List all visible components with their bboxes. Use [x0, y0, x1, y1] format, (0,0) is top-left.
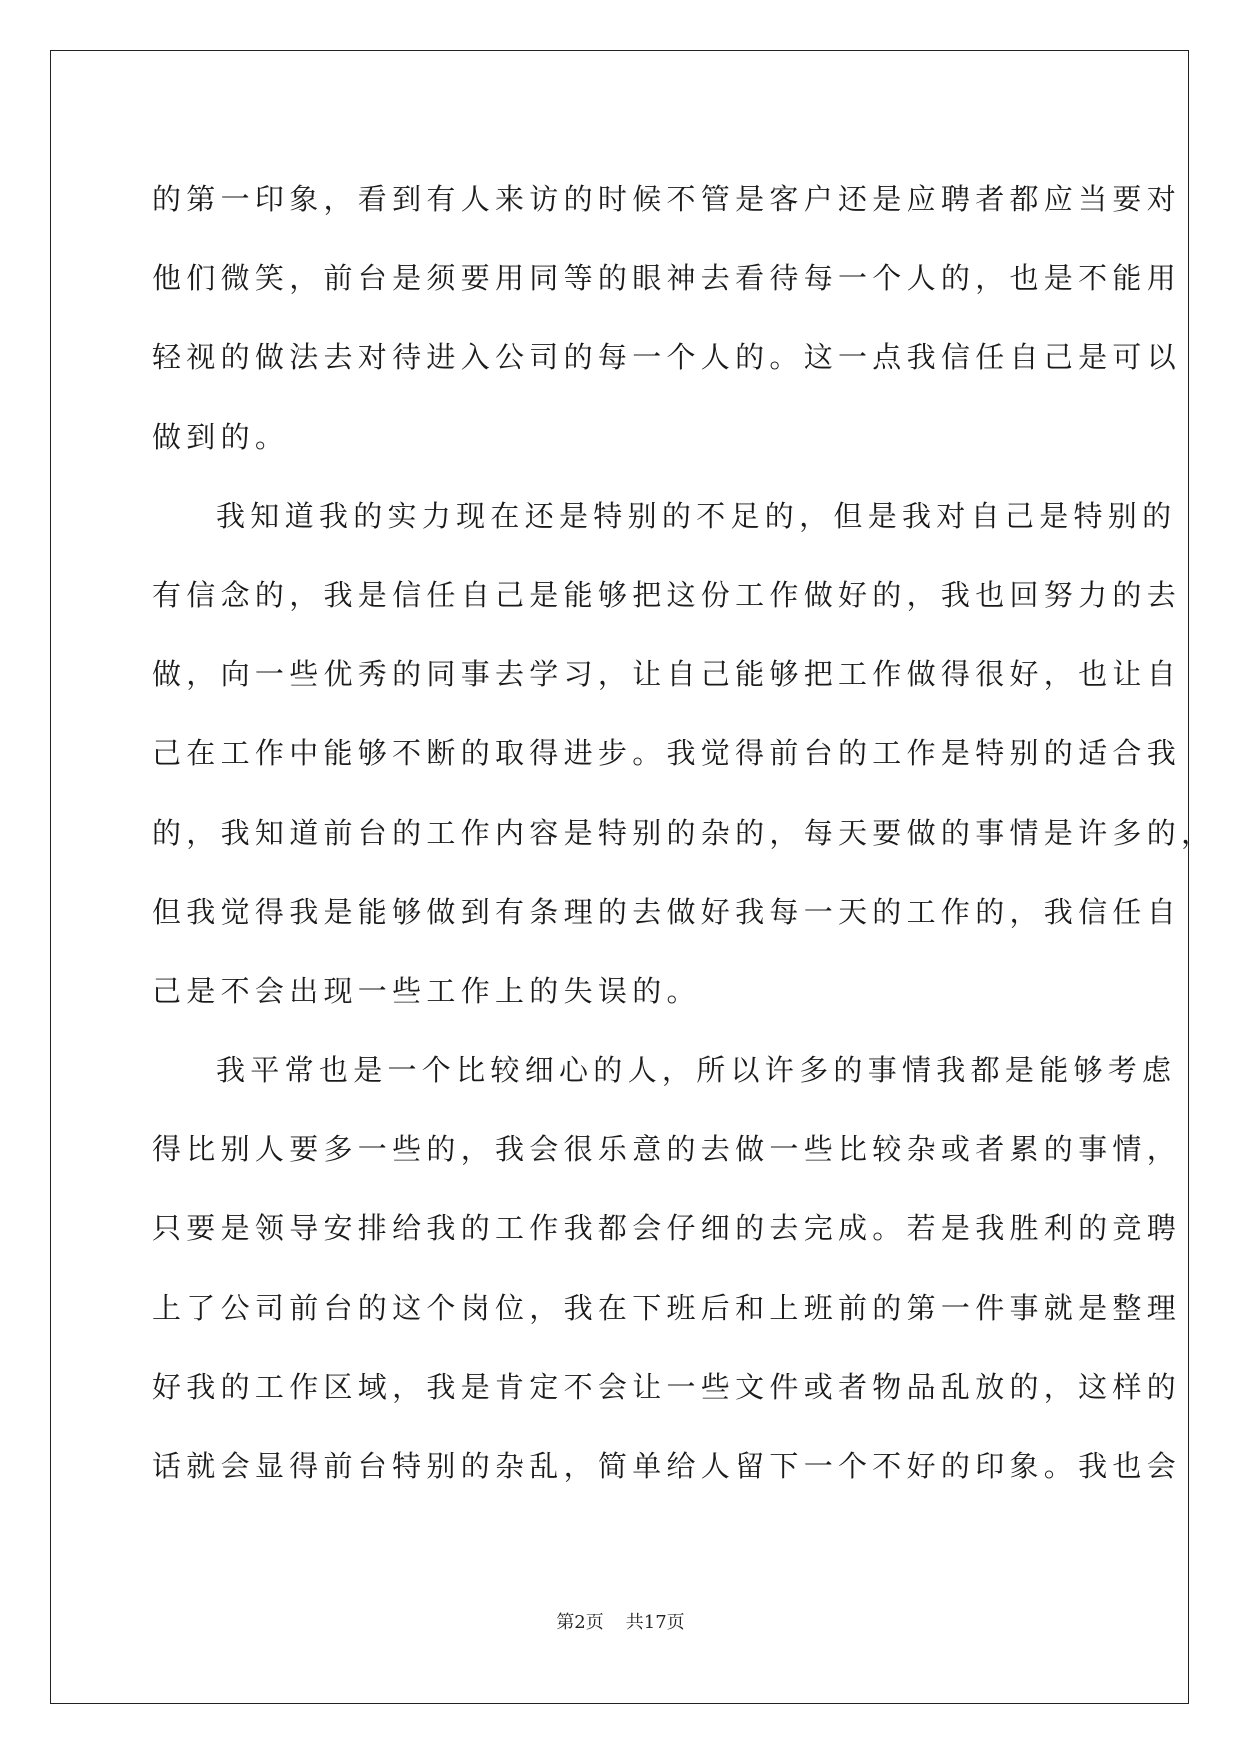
text-line: 但我觉得我是能够做到有条理的去做好我每一天的工作的，我信任自 — [152, 894, 1182, 929]
page-number: 第2页 — [556, 1612, 604, 1633]
text-line: 轻视的做法去对待进入公司的每一个人的。这一点我信任自己是可以 — [152, 340, 1182, 375]
text-line: 他们微笑，前台是须要用同等的眼神去看待每一个人的，也是不能用 — [152, 261, 1182, 296]
text-line: 得比别人要多一些的，我会很乐意的去做一些比较杂或者累的事情， — [152, 1132, 1182, 1167]
text-line: 只要是领导安排给我的工作我都会仔细的去完成。若是我胜利的竞聘 — [152, 1211, 1182, 1246]
text-line: 话就会显得前台特别的杂乱，简单给人留下一个不好的印象。我也会 — [152, 1449, 1182, 1483]
text-line: 上了公司前台的这个岗位，我在下班后和上班前的第一件事就是整理 — [152, 1290, 1182, 1325]
text-line: 有信念的，我是信任自己是能够把这份工作做好的，我也回努力的去 — [152, 577, 1182, 612]
text-line: 好我的工作区域，我是肯定不会让一些文件或者物品乱放的，这样的 — [152, 1369, 1182, 1404]
text-line: 的第一印象，看到有人来访的时候不管是客户还是应聘者都应当要对 — [152, 182, 1182, 216]
text-line: 己是不会出现一些工作上的失误的。 — [152, 973, 701, 1008]
page-footer — [0, 1608, 1241, 1634]
paragraph-start-line: 我平常也是一个比较细心的人，所以许多的事情我都是能够考虑 — [216, 1053, 1177, 1088]
text-line: 己在工作中能够不断的取得进步。我觉得前台的工作是特别的适合我 — [152, 736, 1182, 771]
text-line: 的，我知道前台的工作内容是特别的杂的，每天要做的事情是许多的， — [152, 815, 1216, 850]
text-line: 做到的。 — [152, 419, 290, 454]
document-body — [152, 160, 1216, 1506]
text-line: 做，向一些优秀的同事去学习，让自己能够把工作做得很好，也让自 — [152, 657, 1182, 692]
paragraph-start-line: 我知道我的实力现在还是特别的不足的，但是我对自己是特别的 — [216, 498, 1177, 533]
page-total: 共17页 — [625, 1612, 685, 1633]
